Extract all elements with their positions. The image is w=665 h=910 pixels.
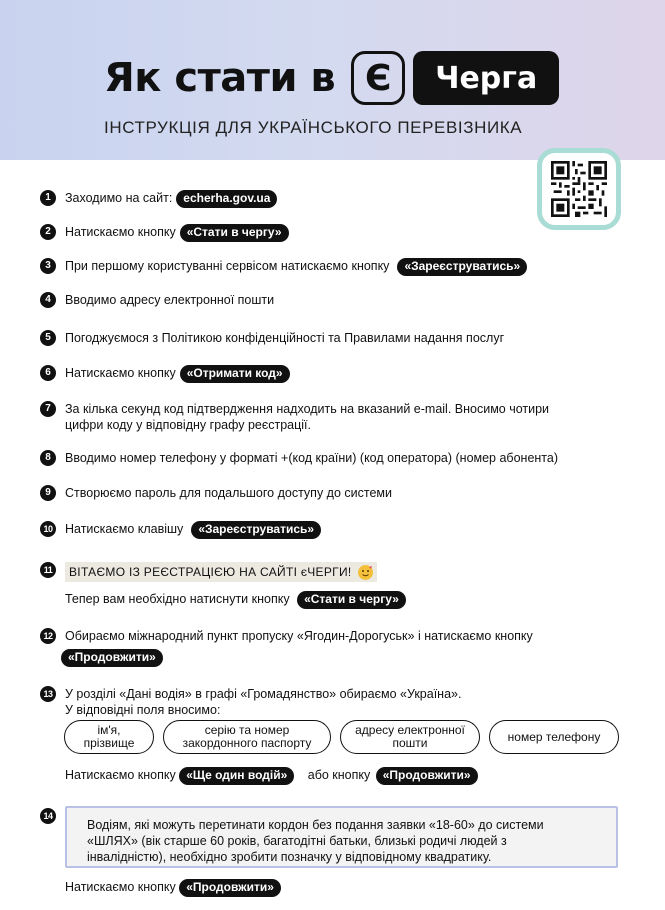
join-queue-button[interactable]: «Стати в чергу» (180, 224, 289, 242)
step-number: 10 (40, 521, 56, 537)
step-text: Обираємо міжнародний пункт пропуску «Ягодин-Дорогуськ» і натискаємо кнопку (65, 629, 533, 643)
driver-fields (64, 720, 619, 754)
notice-line-3: інвалідністю), необхідно зробити позначку у відповідному квадратику. (87, 850, 492, 864)
e-logo-icon: Є (351, 51, 405, 105)
title-row (104, 48, 559, 108)
page-subtitle: ІНСТРУКЦІЯ ДЛЯ УКРАЇНСЬКОГО ПЕРЕВІЗНИКА (104, 118, 523, 137)
step-text-line-1: За кілька секунд код підтвердження надходить на вказаний e-mail. Вносимо чотири (65, 402, 550, 416)
step-1 (40, 190, 277, 208)
get-code-button[interactable]: «Отримати код» (180, 365, 290, 383)
step-text: При першому користуванні сервісом натискаємо кнопку (65, 259, 390, 273)
step-text: Створюємо пароль для подальшого доступу до системи (65, 486, 392, 500)
or-text: або кнопку (307, 768, 371, 782)
add-driver-button[interactable]: «Ще один водій» (179, 767, 294, 785)
step-text: Натискаємо клавішу (65, 522, 184, 536)
continue-button[interactable]: «Продовжити» (61, 649, 163, 667)
step-text-line-2: У відповідні поля вносимо: (65, 703, 221, 717)
step-text-line-2: цифри коду у відповідну графу реєстрації. (65, 418, 312, 432)
party-emoji-icon (358, 565, 373, 580)
continue-button[interactable]: «Продовжити» (179, 879, 281, 897)
register-button[interactable]: «Зареєструватись» (397, 258, 527, 276)
step-5 (40, 330, 504, 346)
step-10 (40, 521, 321, 539)
step-number: 8 (40, 450, 56, 466)
step-text: Вводимо номер телефону у форматі +(код країни) (код оператора) (номер абонента) (65, 451, 559, 465)
step-text: Тепер вам необхідно натиснути кнопку (65, 592, 290, 606)
qr-code-icon[interactable] (537, 148, 621, 230)
page-title: Як стати в (104, 55, 336, 101)
step-9 (40, 485, 392, 501)
step-number: 11 (40, 562, 56, 578)
step-number: 1 (40, 190, 56, 206)
step-number: 2 (40, 224, 56, 240)
step-3 (40, 258, 527, 276)
step-2 (40, 224, 289, 242)
step-text: Погоджуємося з Політикою конфіденційності та Правилами надання послуг (65, 331, 505, 345)
step-number: 9 (40, 485, 56, 501)
step-number: 5 (40, 330, 56, 346)
step-11 (40, 562, 377, 582)
brand-label: Черга (413, 51, 559, 105)
step-number: 6 (40, 365, 56, 381)
header-banner (0, 0, 665, 160)
step-text: Заходимо на сайт: (65, 191, 173, 205)
passport-field: серію та номер закордонного паспорту (163, 720, 331, 754)
exemption-notice (65, 806, 618, 868)
email-field: адресу електронної пошти (340, 720, 480, 754)
step-text: Натискаємо кнопку (65, 225, 176, 239)
website-link[interactable]: echerha.gov.ua (176, 190, 277, 208)
congrats-text: ВІТАЄМО ІЗ РЕЄСТРАЦІЄЮ НА САЙТІ єЧЕРГИ! (69, 565, 352, 579)
step-text: Натискаємо кнопку (65, 768, 176, 782)
join-queue-button[interactable]: «Стати в чергу» (297, 591, 406, 609)
step-11-subline (65, 591, 406, 609)
step-text: Вводимо адресу електронної пошти (65, 293, 275, 307)
step-6 (40, 365, 290, 383)
notice-line-2: «ШЛЯХ» (вік старше 60 років, багатодітні батьки, близькі родичі людей з (87, 834, 507, 848)
step-12-subline (61, 649, 163, 667)
party-emoji-graphic (358, 565, 373, 580)
register-button[interactable]: «Зареєструватись» (191, 521, 321, 539)
step-number: 4 (40, 292, 56, 308)
step-number: 3 (40, 258, 56, 274)
final-action (65, 879, 281, 897)
congrats-banner (65, 562, 377, 582)
step-14 (40, 808, 65, 824)
step-4 (40, 292, 274, 308)
step-number: 14 (40, 808, 56, 824)
step-text-line-1: У розділі «Дані водія» в графі «Громадянство» обираємо «Україна». (65, 687, 462, 701)
step-text: Натискаємо кнопку (65, 880, 176, 894)
continue-button[interactable]: «Продовжити» (376, 767, 478, 785)
step-13-actions (65, 767, 478, 785)
step-7 (40, 401, 549, 433)
step-number: 7 (40, 401, 56, 417)
step-text (65, 401, 549, 433)
step-number: 13 (40, 686, 56, 702)
phone-field: номер телефону (489, 720, 619, 754)
step-8 (40, 450, 558, 466)
step-13 (40, 686, 461, 718)
step-12 (40, 628, 533, 644)
step-number: 12 (40, 628, 56, 644)
name-field: ім'я, прізвище (64, 720, 154, 754)
notice-line-1: Водіям, які можуть перетинати кордон без подання заявки «18-60» до системи (87, 818, 544, 832)
qr-code-graphic (551, 161, 607, 217)
step-text: Натискаємо кнопку (65, 366, 176, 380)
step-text (65, 686, 461, 718)
